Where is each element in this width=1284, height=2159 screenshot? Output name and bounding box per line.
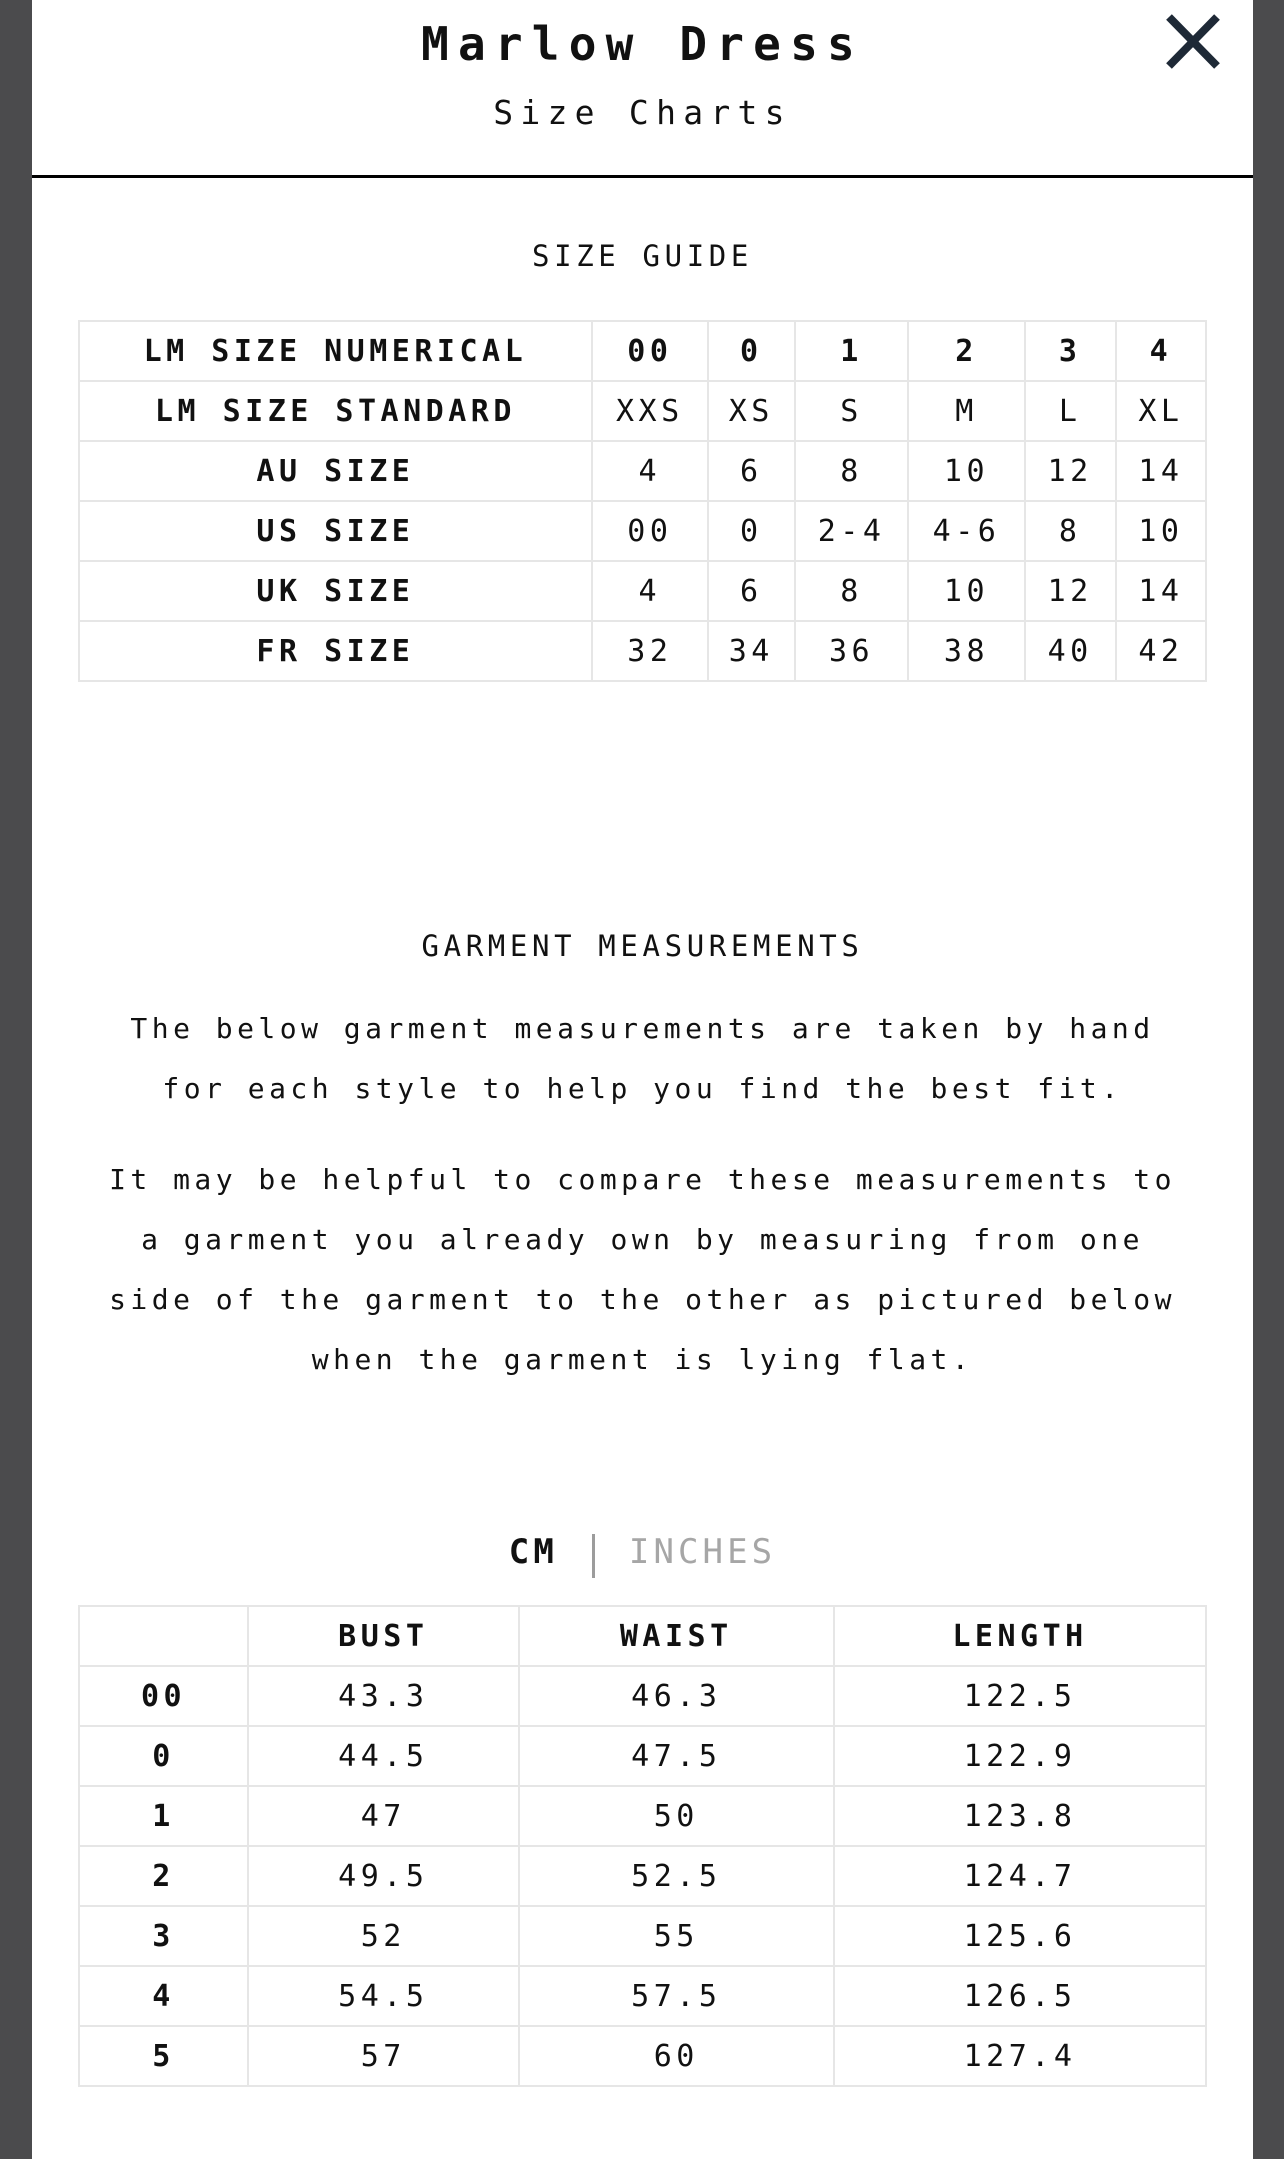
- size-chart-modal: [32, 0, 1253, 2159]
- size-guide-cell: S: [795, 381, 909, 441]
- size-guide-table: [78, 320, 1207, 682]
- measurement-row: [79, 1966, 1206, 2026]
- measurement-row: [79, 1906, 1206, 1966]
- size-guide-cell: 32: [592, 621, 708, 681]
- measurement-size-label: 1: [79, 1786, 248, 1846]
- size-guide-cell: XL: [1116, 381, 1206, 441]
- close-button[interactable]: [1163, 12, 1223, 70]
- measurement-bust-value: 43.3: [248, 1666, 518, 1726]
- measurement-size-label: 3: [79, 1906, 248, 1966]
- measurement-length-value: 122.9: [834, 1726, 1206, 1786]
- measurement-bust-value: 52: [248, 1906, 518, 1966]
- size-guide-row-label: US SIZE: [79, 501, 592, 561]
- measurement-bust-value: 49.5: [248, 1846, 518, 1906]
- size-guide-cell: 10: [1116, 501, 1206, 561]
- size-guide-cell: 1: [795, 321, 909, 381]
- measurement-table: [78, 1605, 1207, 2087]
- measurement-bust-value: 54.5: [248, 1966, 518, 2026]
- measurement-waist-value: 55: [519, 1906, 835, 1966]
- measurement-length-value: 126.5: [834, 1966, 1206, 2026]
- size-guide-cell: 42: [1116, 621, 1206, 681]
- close-icon: [1164, 14, 1222, 69]
- measurement-size-label: 2: [79, 1846, 248, 1906]
- measurement-size-label: 4: [79, 1966, 248, 2026]
- size-guide-row-label: FR SIZE: [79, 621, 592, 681]
- size-guide-cell: 4-6: [908, 501, 1024, 561]
- product-title: Marlow Dress: [421, 17, 864, 71]
- measurement-bust-value: 57: [248, 2026, 518, 2086]
- size-guide-cell: 14: [1116, 561, 1206, 621]
- size-guide-row: [79, 381, 1206, 441]
- size-guide-cell: 2-4: [795, 501, 909, 561]
- size-guide-cell: 0: [708, 501, 795, 561]
- measurement-length-value: 122.5: [834, 1666, 1206, 1726]
- measurement-length-value: 127.4: [834, 2026, 1206, 2086]
- size-guide-cell: 8: [795, 561, 909, 621]
- size-guide-cell: 8: [1025, 501, 1116, 561]
- size-guide-cell: M: [908, 381, 1024, 441]
- measurement-size-label: 0: [79, 1726, 248, 1786]
- size-guide-row-label: AU SIZE: [79, 441, 592, 501]
- size-guide-cell: 14: [1116, 441, 1206, 501]
- modal-header: [32, 0, 1253, 178]
- size-guide-cell: L: [1025, 381, 1116, 441]
- size-guide-row-label: UK SIZE: [79, 561, 592, 621]
- measurement-waist-value: 50: [519, 1786, 835, 1846]
- measurement-size-label: 5: [79, 2026, 248, 2086]
- measurement-header-length: LENGTH: [834, 1606, 1206, 1666]
- unit-toggle-divider: [592, 1534, 595, 1578]
- measurement-header-bust: BUST: [248, 1606, 518, 1666]
- size-guide-cell: 3: [1025, 321, 1116, 381]
- size-guide-row: [79, 621, 1206, 681]
- measurement-length-value: 125.6: [834, 1906, 1206, 1966]
- unit-inches-option[interactable]: INCHES: [628, 1532, 777, 1572]
- measurement-length-value: 123.8: [834, 1786, 1206, 1846]
- size-guide-cell: 36: [795, 621, 909, 681]
- size-guide-cell: 40: [1025, 621, 1116, 681]
- size-guide-cell: 6: [708, 561, 795, 621]
- measurement-header-row: [79, 1606, 1206, 1666]
- modal-subtitle: Size Charts: [493, 93, 792, 132]
- measurement-header-size: [79, 1606, 248, 1666]
- size-guide-cell: 10: [908, 561, 1024, 621]
- size-guide-cell: 6: [708, 441, 795, 501]
- measurement-row: [79, 1846, 1206, 1906]
- size-guide-row-label: LM SIZE STANDARD: [79, 381, 592, 441]
- size-guide-row: [79, 501, 1206, 561]
- unit-toggle: [32, 1532, 1253, 1578]
- size-guide-cell: 00: [592, 501, 708, 561]
- garment-measurements-note: It may be helpful to compare these measurements to a garment you already own by measuring from one side of the garment to the other as pictured below when the garment is lying flat.: [109, 1163, 1176, 1376]
- size-guide-row: [79, 321, 1206, 381]
- measurement-waist-value: 52.5: [519, 1846, 835, 1906]
- measurement-waist-value: 60: [519, 2026, 835, 2086]
- size-guide-cell: 38: [908, 621, 1024, 681]
- size-guide-heading: SIZE GUIDE: [532, 239, 753, 273]
- measurement-row: [79, 2026, 1206, 2086]
- measurement-length-value: 124.7: [834, 1846, 1206, 1906]
- measurement-row: [79, 1786, 1206, 1846]
- size-guide-cell: 4: [592, 561, 708, 621]
- size-guide-cell: XXS: [592, 381, 708, 441]
- unit-cm-option[interactable]: CM: [508, 1532, 558, 1572]
- measurement-row: [79, 1666, 1206, 1726]
- size-guide-cell: 8: [795, 441, 909, 501]
- garment-measurements-intro: The below garment measurements are taken by hand for each style to help you find the best fit.: [130, 1012, 1155, 1105]
- size-guide-cell: 12: [1025, 441, 1116, 501]
- size-guide-cell: 2: [908, 321, 1024, 381]
- measurement-bust-value: 47: [248, 1786, 518, 1846]
- measurement-waist-value: 47.5: [519, 1726, 835, 1786]
- measurement-waist-value: 57.5: [519, 1966, 835, 2026]
- size-guide-cell: 0: [708, 321, 795, 381]
- size-guide-cell: 10: [908, 441, 1024, 501]
- size-guide-cell: 12: [1025, 561, 1116, 621]
- measurement-bust-value: 44.5: [248, 1726, 518, 1786]
- size-guide-row-label: LM SIZE NUMERICAL: [79, 321, 592, 381]
- size-guide-cell: XS: [708, 381, 795, 441]
- measurement-waist-value: 46.3: [519, 1666, 835, 1726]
- size-guide-row: [79, 561, 1206, 621]
- size-guide-cell: 4: [592, 441, 708, 501]
- size-guide-row: [79, 441, 1206, 501]
- measurement-header-waist: WAIST: [519, 1606, 835, 1666]
- garment-measurements-heading: GARMENT MEASUREMENTS: [421, 929, 864, 963]
- size-guide-cell: 4: [1116, 321, 1206, 381]
- measurement-row: [79, 1726, 1206, 1786]
- size-guide-cell: 34: [708, 621, 795, 681]
- measurement-size-label: 00: [79, 1666, 248, 1726]
- size-guide-cell: 00: [592, 321, 708, 381]
